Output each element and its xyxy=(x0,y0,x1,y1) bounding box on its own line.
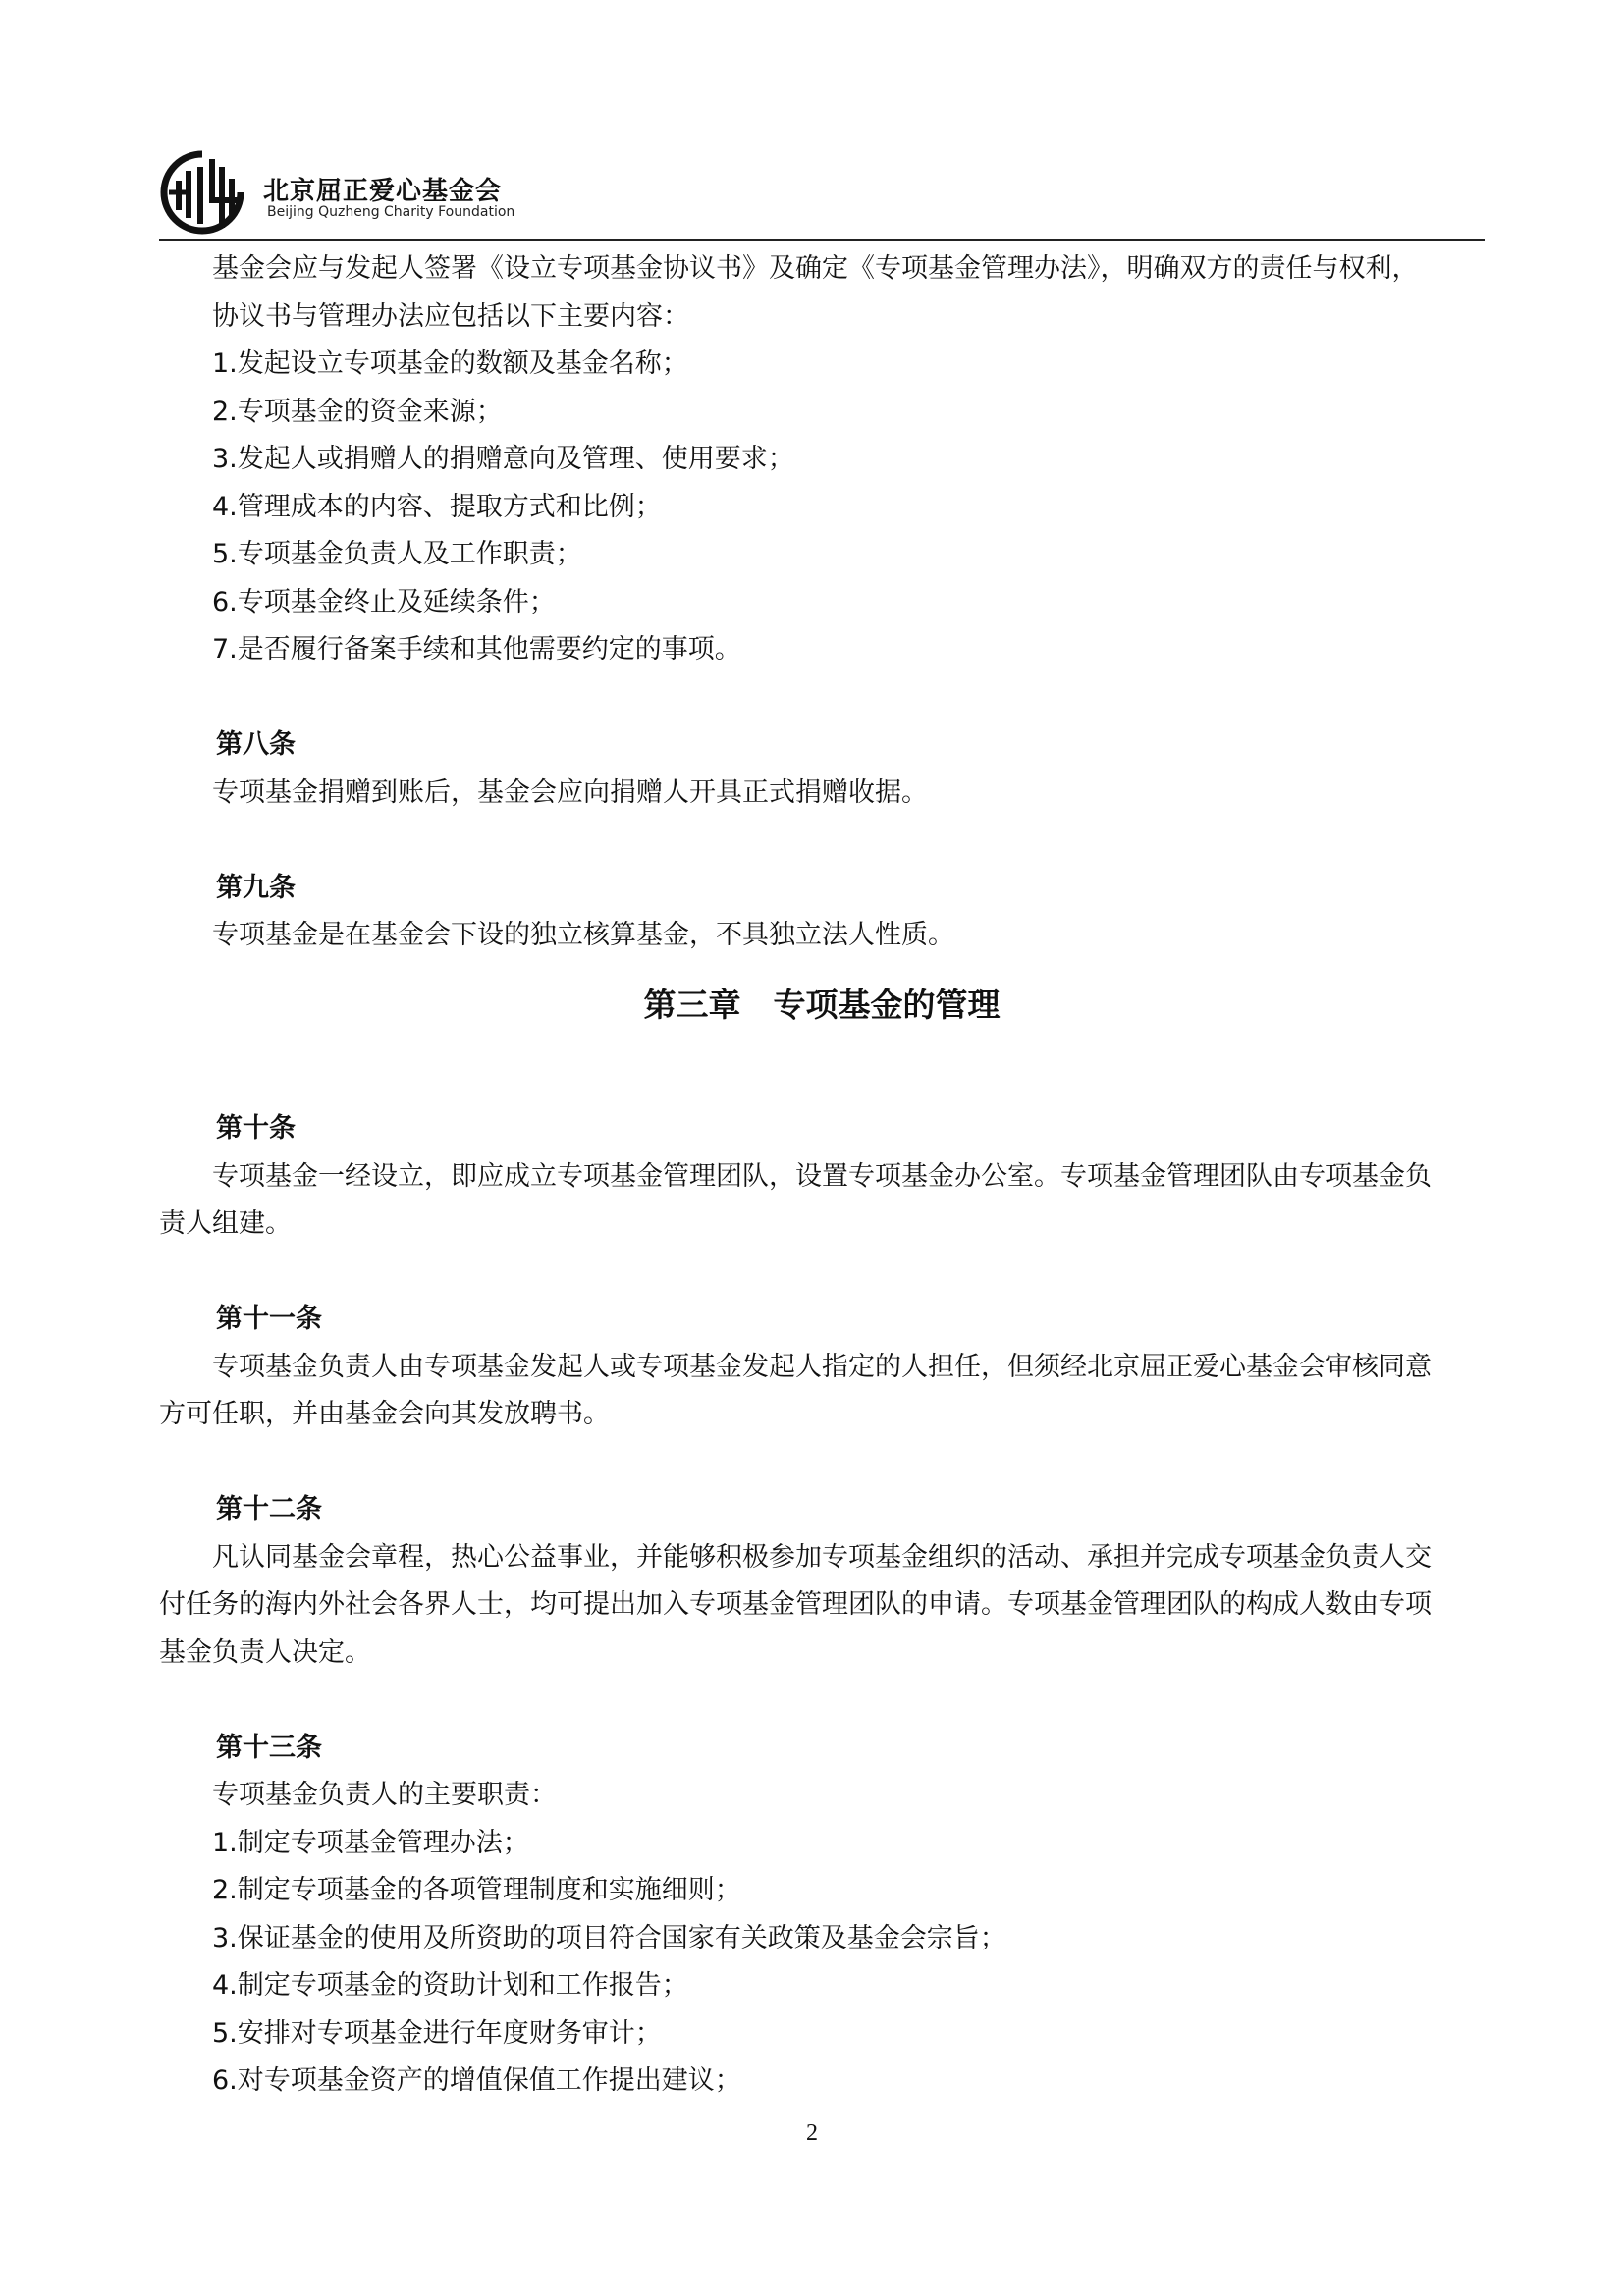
org-name-cn: 北京屈正爱心基金会 xyxy=(263,177,503,206)
header-divider xyxy=(159,239,1485,241)
list-item: 7.是否履行备案手续和其他需要约定的事项。 xyxy=(212,634,741,665)
document-body xyxy=(159,245,1485,2106)
list-item: 4.制定专项基金的资助计划和工作报告； xyxy=(212,1970,688,2001)
article-12-title: 第十二条 xyxy=(216,1494,322,1524)
article-13-intro: 专项基金负责人的主要职责： xyxy=(212,1780,557,1810)
list-item: 1.发起设立专项基金的数额及基金名称； xyxy=(212,348,688,379)
article-8-title: 第八条 xyxy=(216,729,296,760)
article-12-line: 基金负责人决定。 xyxy=(159,1636,371,1668)
qz-seal-logo-icon xyxy=(159,149,245,236)
article-10-title: 第十条 xyxy=(216,1113,296,1144)
article-13-title: 第十三条 xyxy=(216,1732,322,1763)
list-item: 2.专项基金的资金来源； xyxy=(212,396,503,427)
list-item: 2.制定专项基金的各项管理制度和实施细则； xyxy=(212,1875,741,1905)
article-11-line: 专项基金负责人由专项基金发起人或专项基金发起人指定的人担任，但须经北京屈正爱心基金会审核同意 xyxy=(212,1351,1432,1382)
list-item: 6.对专项基金资产的增值保值工作提出建议； xyxy=(212,2065,741,2096)
list-item: 4.管理成本的内容、提取方式和比例； xyxy=(212,491,662,522)
article-8-text: 专项基金捐赠到账后，基金会应向捐赠人开具正式捐赠收据。 xyxy=(212,776,928,808)
list-item: 1.制定专项基金管理办法； xyxy=(212,1827,529,1858)
article-9-text: 专项基金是在基金会下设的独立核算基金，不具独立法人性质。 xyxy=(212,920,954,950)
article-12-line: 凡认同基金会章程，热心公益事业，并能够积极参加专项基金组织的活动、承担并完成专项基金负责人交 xyxy=(212,1541,1432,1573)
article-10-line: 责人组建。 xyxy=(159,1208,292,1239)
paragraph-line: 基金会应与发起人签署《设立专项基金协议书》及确定《专项基金管理办法》，明确双方的责任与权利， xyxy=(212,253,1419,284)
chapter-heading: 第三章 专项基金的管理 xyxy=(643,985,1001,1024)
list-item: 5.专项基金负责人及工作职责； xyxy=(212,539,582,569)
article-12-line: 付任务的海内外社会各界人士，均可提出加入专项基金管理团队的申请。专项基金管理团队的构成人数由专项 xyxy=(159,1589,1432,1620)
paragraph-line: 协议书与管理办法应包括以下主要内容： xyxy=(212,300,689,332)
list-item: 6.专项基金终止及延续条件； xyxy=(212,586,556,617)
list-item: 3.保证基金的使用及所资助的项目符合国家有关政策及基金会宗旨； xyxy=(212,1922,1006,1953)
article-9-title: 第九条 xyxy=(216,872,296,903)
article-10-line: 专项基金一经设立，即应成立专项基金管理团队，设置专项基金办公室。专项基金管理团队由专项基金负 xyxy=(212,1160,1432,1192)
page-header xyxy=(159,147,1485,238)
page-number: 2 xyxy=(806,2120,818,2146)
article-11-line: 方可任职，并由基金会向其发放聘书。 xyxy=(159,1399,610,1429)
org-name-en: Beijing Quzheng Charity Foundation xyxy=(267,204,515,220)
list-item: 5.安排对专项基金进行年度财务审计； xyxy=(212,2017,662,2049)
article-11-title: 第十一条 xyxy=(216,1304,322,1334)
list-item: 3.发起人或捐赠人的捐赠意向及管理、使用要求； xyxy=(212,444,794,474)
